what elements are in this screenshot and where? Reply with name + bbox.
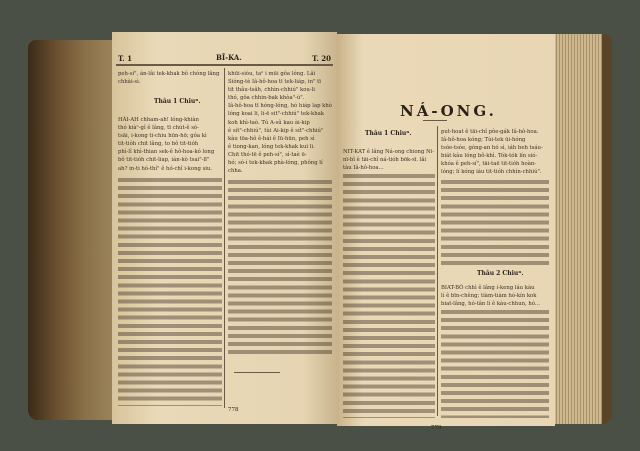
left-col-body xyxy=(343,148,435,172)
text-line: Sióng-tè Iâ-hô-hoa tī tek-liáp, in" tī xyxy=(228,79,321,86)
text-line: Chit thó-tē ê peh-sí", sì-taè ū- xyxy=(228,151,307,158)
text-line: tsóe-tsóe, góng-an hó sì, iáh beh tsáu- xyxy=(441,145,543,152)
text-line: ê tiong-kan, lóng tek-khak kui li. xyxy=(228,143,315,150)
text-line: biát kàu lóng bô-khì. Tók-tók lín sió- xyxy=(441,153,538,160)
right-col-text-continued xyxy=(441,178,549,268)
right-col-body-2 xyxy=(441,284,549,308)
text-line: biat-lâng, hó-tân lí ê kàu-chhun, hó... xyxy=(441,301,540,308)
left-col-body xyxy=(118,116,222,174)
chapter-heading: Thâu 1 Chiuⁿ. xyxy=(154,98,201,105)
text-line: tsāi, i-kong ti-chiu hūn-hō; gôa kì xyxy=(118,133,207,140)
header-rule xyxy=(116,64,333,66)
left-page xyxy=(112,32,337,424)
right-col-body xyxy=(441,128,549,177)
text-line: bô tit-tióh chit-liap, ián-kò tsai"-lī" xyxy=(118,157,210,164)
text-line: lí ê bīn-chêng; tiàm-tiàm hó-kín kok xyxy=(441,293,537,300)
text-line: kàu tōa-hô ê-hái ê Iū-hūn, peh sì xyxy=(228,135,315,142)
chapter-heading: Thâu 1 Chiuⁿ. xyxy=(365,130,412,137)
text-line: khūi-sióu, taⁿ i mūi gôa lóng. Lâi xyxy=(228,71,316,77)
text-line: khóa ê peh-sí", tāi-taē tit-tióh hoàn- xyxy=(441,161,537,168)
page-edges-right xyxy=(548,34,612,424)
text-line: koh khì-taò. Tú A-sû kau ài-kip xyxy=(228,119,310,126)
text-line: put-hoat ê tāi-chî pôe-gák Iâ-hô-hoa. xyxy=(441,129,539,135)
text-line: Iâ-hô-hoa kóng; Tùi-tek ūi-hóng xyxy=(441,137,526,144)
chapter-heading-2: Thâu 2 Chiuⁿ. xyxy=(477,270,524,277)
left-col-text-continued xyxy=(343,172,435,418)
text-line: Iâ-hô-hoa tī hóng-lóng, hó hiáp lap khò xyxy=(228,103,332,110)
header-left: T. 1 xyxy=(118,54,133,63)
text-line: tit-tióh chit lâng, to bô tit-tióh xyxy=(118,141,199,148)
left-col-top xyxy=(118,70,222,86)
column-divider xyxy=(437,126,438,416)
page-number: 778 xyxy=(228,407,239,413)
page-number: 779 xyxy=(431,425,442,431)
text-line: phì-lî khì-thian sek-ê hô-hoa-kó long xyxy=(118,149,215,156)
right-col-text-continued xyxy=(228,178,332,358)
book-title: NÁ-ONG. xyxy=(400,102,497,120)
text-line: lóng koai li, lí-ē sit"-chhiú" tek-khak xyxy=(228,111,324,118)
text-line: tit thâu-tsâh, chhìn-chhiú" kou-li xyxy=(228,87,316,94)
text-line: peh-sí", án-lâi tek-khak bô chóng lâng xyxy=(118,71,220,77)
column-divider xyxy=(224,68,225,408)
text-line: lóng; lí kóng iáu tit-tióh chhìn-chhiú". xyxy=(441,169,542,176)
text-line: HÂI-AH chham-ah! lóng-khiàn xyxy=(118,117,199,123)
text-line: ê sít"-chhiú", tùi Ai-kip ê sít"-chhiú" xyxy=(228,127,324,134)
left-col-text-continued xyxy=(118,176,222,406)
text-line: hó; só-í tek-khak phà-lóng, phông lí xyxy=(228,160,323,167)
text-line: BIAT-BÔ chhì ê lâng í-keng láu kàu xyxy=(441,285,535,291)
text-line: nī-bî ê tāi-chî ná-tióh bōk-sī. lâi xyxy=(343,157,427,164)
text-line: tàu Iâ-hô-hoa... xyxy=(343,165,384,172)
title-rule xyxy=(423,120,447,121)
header-right: T. 20 xyxy=(312,54,331,63)
header-center: BÎ-KA. xyxy=(216,53,242,62)
end-rule xyxy=(234,372,280,373)
text-line: chhài-sì. xyxy=(118,79,141,86)
right-col-text-continued-2 xyxy=(441,308,549,418)
text-line: thó, gôa chhin-bak khòa"-ù". xyxy=(228,95,305,102)
right-page xyxy=(337,34,555,431)
right-col-body xyxy=(228,70,332,175)
text-line: NIT-KAT ê lâng Ná-ong chiong Ni- xyxy=(343,149,435,155)
text-line: chha. xyxy=(228,168,243,175)
book-cover-left xyxy=(28,40,123,420)
text-line: thó kiàⁿ-gî ê lâng, tī chút-ê só- xyxy=(118,125,199,132)
text-line: ah? in-ti hó-thí" ê hó-chî i-kong siu. xyxy=(118,165,213,172)
